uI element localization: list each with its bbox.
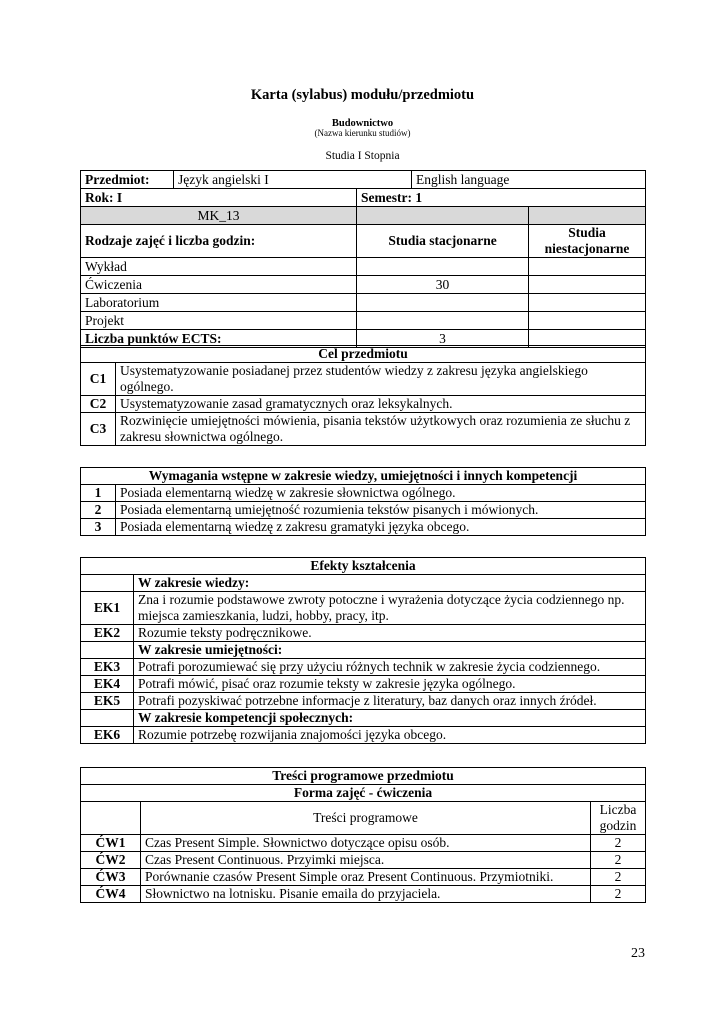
table-row (81, 276, 646, 294)
ek-code: EK2 (81, 625, 134, 642)
zajecia-niestac (529, 258, 646, 276)
cw-code: ĆW3 (81, 869, 141, 886)
table-row (81, 485, 646, 502)
module-code: MK_13 (81, 207, 357, 225)
liczba-col-header: Liczba godzin (591, 802, 646, 835)
empty-cell (81, 802, 141, 835)
wymagania-table (80, 467, 646, 536)
ects-value: 3 (357, 330, 529, 348)
tresci-col-header: Treści programowe (141, 802, 591, 835)
table-row (81, 869, 646, 886)
table-row (81, 802, 646, 835)
table-row (81, 225, 646, 258)
table-row (81, 502, 646, 519)
table-row (81, 575, 646, 592)
zajecia-stac (357, 294, 529, 312)
ek-text: Potrafi pozyskiwać potrzebne informacje z literatury, baz danych oraz innych źródeł. (134, 693, 646, 710)
cel-code: C3 (81, 413, 116, 446)
empty-cell (81, 575, 134, 592)
wymagania-code: 3 (81, 519, 116, 536)
table-row (81, 363, 646, 396)
wymagania-code: 2 (81, 502, 116, 519)
ek-text: Potrafi mówić, pisać oraz rozumie teksty w zakresie języka ogólnego. (134, 676, 646, 693)
table-row (81, 852, 646, 869)
semestr-label: Semestr: 1 (357, 189, 646, 207)
cw-text: Porównanie czasów Present Simple oraz Present Continuous. Przymiotniki. (141, 869, 591, 886)
cel-text: Usystematyzowanie zasad gramatycznych oraz leksykalnych. (116, 396, 646, 413)
table-row (81, 886, 646, 903)
przedmiot-pl: Język angielski I (174, 171, 412, 189)
subject-info-table (80, 170, 646, 348)
cw-text: Czas Present Simple. Słownictwo dotyczące opisu osób. (141, 835, 591, 852)
table-row (81, 693, 646, 710)
table-row (81, 413, 646, 446)
umiejetnosci-label: W zakresie umiejętności: (134, 642, 646, 659)
zajecia-stac (357, 312, 529, 330)
ek-text: Zna i rozumie podstawowe zwroty potoczne i wyrażenia dotyczące życia codziennego np. miejsca zamieszkania, ludzi, hobby, pracy, itp. (134, 592, 646, 625)
cel-code: C2 (81, 396, 116, 413)
table-row (81, 785, 646, 802)
ek-code: EK5 (81, 693, 134, 710)
cel-heading: Cel przedmiotu (81, 346, 646, 363)
gray-cell (529, 207, 646, 225)
przedmiot-label: Przedmiot: (81, 171, 174, 189)
table-row (81, 312, 646, 330)
ek-text: Rozumie potrzebę rozwijania znajomości języka obcego. (134, 727, 646, 744)
cel-przedmiotu-table (80, 345, 646, 446)
table-row (81, 468, 646, 485)
zajecia-stac: 30 (357, 276, 529, 294)
efekty-table (80, 557, 646, 744)
table-row (81, 189, 646, 207)
cel-code: C1 (81, 363, 116, 396)
empty-cell (81, 710, 134, 727)
table-row (81, 346, 646, 363)
wymagania-text: Posiada elementarną wiedzę w zakresie słownictwa ogólnego. (116, 485, 646, 502)
table-row (81, 592, 646, 625)
zajecia-niestac (529, 312, 646, 330)
ek-code: EK3 (81, 659, 134, 676)
gray-cell (357, 207, 529, 225)
ek-code: EK4 (81, 676, 134, 693)
cw-hours: 2 (591, 869, 646, 886)
table-row (81, 294, 646, 312)
cel-text: Rozwinięcie umiejętności mówienia, pisania tekstów użytkowych oraz rozumienia ze słuchu z zakresu słownictwa ogólnego. (116, 413, 646, 446)
table-row (81, 171, 646, 189)
efekty-heading: Efekty kształcenia (81, 558, 646, 575)
table-row (81, 519, 646, 536)
niestacjonarne-header: Studia niestacjonarne (529, 225, 646, 258)
cw-code: ĆW4 (81, 886, 141, 903)
zajecia-name: Laboratorium (81, 294, 357, 312)
table-row (81, 642, 646, 659)
ek-code: EK1 (81, 592, 134, 625)
cw-hours: 2 (591, 852, 646, 869)
ek-text: Rozumie teksty podręcznikowe. (134, 625, 646, 642)
zajecia-name: Ćwiczenia (81, 276, 357, 294)
wymagania-text: Posiada elementarną umiejętność rozumienia tekstów pisanych i mówionych. (116, 502, 646, 519)
table-row (81, 676, 646, 693)
przedmiot-en: English language (412, 171, 646, 189)
page-number: 23 (631, 946, 645, 961)
table-row (81, 835, 646, 852)
table-row (81, 625, 646, 642)
tresci-heading: Treści programowe przedmiotu (81, 768, 646, 785)
wiedza-label: W zakresie wiedzy: (134, 575, 646, 592)
cw-code: ĆW2 (81, 852, 141, 869)
wymagania-heading: Wymagania wstępne w zakresie wiedzy, umiejętności i innych kompetencji (81, 468, 646, 485)
wymagania-code: 1 (81, 485, 116, 502)
kompetencje-label: W zakresie kompetencji społecznych: (134, 710, 646, 727)
zajecia-name: Projekt (81, 312, 357, 330)
table-row (81, 558, 646, 575)
table-row (81, 727, 646, 744)
cw-text: Czas Present Continuous. Przyimki miejsca. (141, 852, 591, 869)
zajecia-stac (357, 258, 529, 276)
cw-code: ĆW1 (81, 835, 141, 852)
rok-label: Rok: I (81, 189, 357, 207)
kierunek-name: Budownictwo (331, 118, 394, 129)
studia-level: Studia I Stopnia (325, 150, 400, 162)
document-title: Karta (sylabus) modułu/przedmiotu (250, 87, 475, 103)
zajecia-name: Wykład (81, 258, 357, 276)
ek-code: EK6 (81, 727, 134, 744)
ek-text: Potrafi porozumiewać się przy użyciu różnych technik w zakresie życia codziennego. (134, 659, 646, 676)
wymagania-text: Posiada elementarną wiedzę z zakresu gramatyki języka obcego. (116, 519, 646, 536)
zajecia-niestac (529, 294, 646, 312)
tresci-table (80, 767, 646, 903)
table-row (81, 207, 646, 225)
table-row (81, 258, 646, 276)
zajecia-niestac (529, 276, 646, 294)
ects-label: Liczba punktów ECTS: (81, 330, 357, 348)
cw-text: Słownictwo na lotnisku. Pisanie emaila do przyjaciela. (141, 886, 591, 903)
cw-hours: 2 (591, 835, 646, 852)
table-row (81, 659, 646, 676)
rodzaje-label: Rodzaje zajęć i liczba godzin: (81, 225, 357, 258)
table-row (81, 710, 646, 727)
cel-text: Usystematyzowanie posiadanej przez studentów wiedzy z zakresu języka angielskiego ogólnego. (116, 363, 646, 396)
empty-cell (81, 642, 134, 659)
stacjonarne-header: Studia stacjonarne (357, 225, 529, 258)
kierunek-note: (Nazwa kierunku studiów) (314, 128, 411, 138)
table-row (81, 768, 646, 785)
table-row (81, 396, 646, 413)
forma-zajec: Forma zajęć - ćwiczenia (81, 785, 646, 802)
cw-hours: 2 (591, 886, 646, 903)
